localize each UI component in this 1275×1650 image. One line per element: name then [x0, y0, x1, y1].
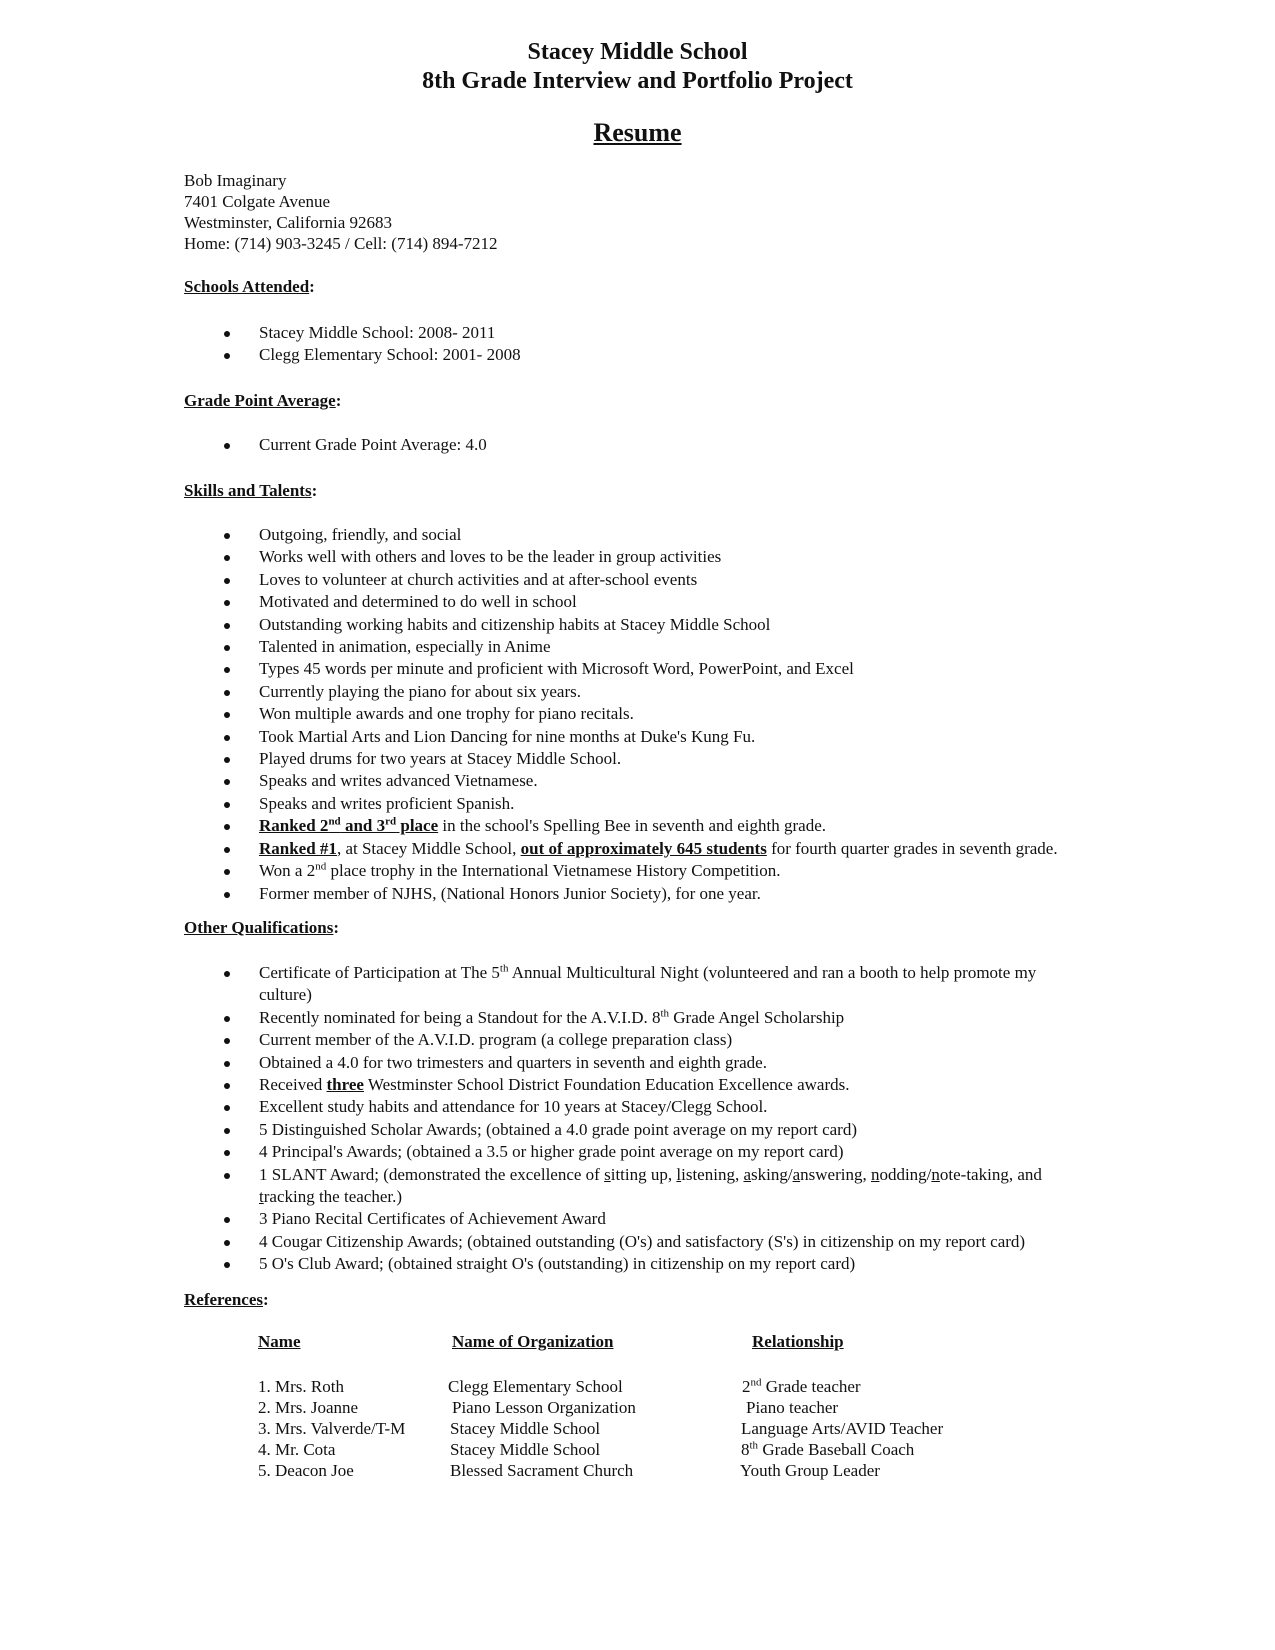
- contact-block: [184, 170, 498, 254]
- section-heading-gpa: Grade Point Average:: [184, 391, 342, 410]
- list-item: 5 Distinguished Scholar Awards; (obtained a 4.0 grade point average on my report card): [224, 1119, 1084, 1141]
- list-item: Outstanding working habits and citizenship habits at Stacey Middle School: [224, 614, 1144, 636]
- list-item: Types 45 words per minute and proficient with Microsoft Word, PowerPoint, and Excel: [224, 658, 1144, 680]
- other-list: [224, 962, 1084, 1276]
- project-title: 8th Grade Interview and Portfolio Project: [422, 68, 853, 94]
- section-heading-skills: Skills and Talents:: [184, 481, 318, 500]
- list-item: Former member of NJHS, (National Honors Junior Society), for one year.: [224, 883, 1144, 905]
- list-item: Works well with others and loves to be the leader in group activities: [224, 546, 1144, 568]
- contact-street: 7401 Colgate Avenue: [184, 192, 331, 211]
- document-title: Resume: [593, 118, 682, 147]
- list-item-slant: 1 SLANT Award; (demonstrated the excellence of sitting up, listening, asking/answering, nodding/note-taking, and tracking the teacher.): [224, 1164, 1084, 1209]
- list-item: Talented in animation, especially in Anime: [224, 636, 1144, 658]
- resume-page: Stacey Middle School 8th Grade Interview and Portfolio Project Resume Bob Imaginary 7401 Colgate Avenue Westminster, California 92683 Home: (714) 903-3245 / Cell: (714) 894-7212 Schools Attended: Stacey Middle School: 2008- 2011 Clegg Elementary School: 2001- 2008 Grade Point Average: Current Grade Point Average: 4.0 Skills and Talents: Outgoing, friendly, and social Works well with others and loves to be the leader in group activities Loves to volunteer at church activities and at after-school events Motivated and determined to do well in school Outstanding working habits and citizenship habits at Stacey Middle School Talented in animation, especially in Anime Types 45 words per minute and proficient with Microsoft Word, PowerPoint, and Excel Currently playing the piano for about six years. Won multiple awards and one trophy for piano recitals. Took Martial Arts and Lion Dancing for nine months at Duke's Kung Fu. Played drums for two years at Stacey Middle School. Speaks and writes advanced Vietnamese. Speaks and writes proficient Spanish. Ranked 2nd and 3rd place in the school's Spelling Bee in seventh and eighth grade. Ranked #1, at Stacey Middle School, out of approximately 645 students for fourth quarter grades in seventh grade. Won a 2nd place trophy in the International Vietnamese History Competition. Former member of NJHS, (National Honors Junior Society), for one year. Other Qualifications: Certificate of Participation at The 5th Annual Multicultural Night (volunteered and ran a booth to help promote my culture) Recently nominated for being a Standout for the A.V.I.D. 8th Grade Angel Scholarship Current member of the A.V.I.D. program (a college preparation class) Obtained a 4.0 for two trimesters and quarters in seventh and eighth grade. Received three Westminster School District Foundation Education Excellence awards. Excellent study habits and attendance for 10 years at Stacey/Clegg School. 5 Distinguished Scholar Awards; (obtained a 4.0 grade point average on my report card) 4 Principal's Awards; (obtained a 3.5 or higher grade point average on my report card) 1 SLANT Award; (demonstrated the excellence of sitting up, listening, asking/answering, nodding/note-taking, and tracking the teacher.) 3 Piano Recital Certificates of Achievement Award 4 Cougar Citizenship Awards; (obtained outstanding (O's) and satisfactory (S's) in citizenship on my report card) 5 O's Club Award; (obtained straight O's (outstanding) in citizenship on my report card) References: Name Name of Organization Relationship 1. Mrs. Roth Clegg Elementary School 2nd Grade teacher 2. Mrs. Joanne Piano Lesson Organization Piano teacher 3. Mrs. Valverde/T-M Stacey Middle School Language Arts/AVID Teacher 4. Mr. Cota Stacey Middle School 8th Grade Baseball Coach 5. Deacon Joe Blessed Sacrament Church Youth Group Leader: [0, 0, 1275, 1650]
- list-item: Stacey Middle School: 2008- 2011: [224, 322, 1144, 344]
- contact-city: Westminster, California 92683: [184, 213, 393, 232]
- list-item: Motivated and determined to do well in school: [224, 591, 1144, 613]
- list-item: 4 Principal's Awards; (obtained a 3.5 or higher grade point average on my report card): [224, 1141, 1084, 1163]
- section-heading-references: References:: [184, 1290, 269, 1309]
- list-item: Loves to volunteer at church activities and at after-school events: [224, 569, 1144, 591]
- contact-phones: Home: (714) 903-3245 / Cell: (714) 894-7212: [184, 234, 498, 253]
- list-item: Obtained a 4.0 for two trimesters and quarters in seventh and eighth grade.: [224, 1052, 1084, 1074]
- section-heading-other: Other Qualifications:: [184, 918, 340, 937]
- contact-name: Bob Imaginary: [184, 171, 287, 190]
- list-item: 3 Piano Recital Certificates of Achievement Award: [224, 1208, 1084, 1230]
- list-item-received: Received three Westminster School District Foundation Education Excellence awards.: [224, 1074, 1084, 1096]
- list-item: Excellent study habits and attendance for 10 years at Stacey/Clegg School.: [224, 1096, 1084, 1118]
- list-item: Speaks and writes proficient Spanish.: [224, 793, 1144, 815]
- gpa-list: [224, 434, 1144, 456]
- list-item: Clegg Elementary School: 2001- 2008: [224, 344, 1144, 366]
- list-item: Outgoing, friendly, and social: [224, 524, 1144, 546]
- list-item: Played drums for two years at Stacey Middle School.: [224, 748, 1144, 770]
- schools-list: [224, 322, 1144, 367]
- list-item: Took Martial Arts and Lion Dancing for nine months at Duke's Kung Fu.: [224, 726, 1144, 748]
- list-item: Currently playing the piano for about six years.: [224, 681, 1144, 703]
- school-name: Stacey Middle School: [527, 39, 748, 65]
- list-item: Current Grade Point Average: 4.0: [224, 434, 1144, 456]
- list-item: 4 Cougar Citizenship Awards; (obtained outstanding (O's) and satisfactory (S's) in citizenship on my report card): [224, 1231, 1084, 1253]
- column-header-name: Name: [258, 1332, 301, 1351]
- column-header-organization: Name of Organization: [452, 1332, 614, 1351]
- section-heading-schools: Schools Attended:: [184, 277, 315, 296]
- list-item: Speaks and writes advanced Vietnamese.: [224, 770, 1144, 792]
- list-item-nominated: Recently nominated for being a Standout for the A.V.I.D. 8th Grade Angel Scholarship: [224, 1007, 1084, 1029]
- list-item-certificate: Certificate of Participation at The 5th Annual Multicultural Night (volunteered and ran a booth to help promote my culture): [224, 962, 1084, 1007]
- list-item: 5 O's Club Award; (obtained straight O's (outstanding) in citizenship on my report card): [224, 1253, 1084, 1275]
- column-header-relationship: Relationship: [752, 1332, 844, 1351]
- list-item: Won multiple awards and one trophy for piano recitals.: [224, 703, 1144, 725]
- list-item-spelling-bee: Ranked 2nd and 3rd place in the school's Spelling Bee in seventh and eighth grade.: [224, 815, 1144, 837]
- list-item-ranked: Ranked #1, at Stacey Middle School, out of approximately 645 students for fourth quarter grades in seventh grade.: [224, 838, 1144, 860]
- list-item-trophy: Won a 2nd place trophy in the International Vietnamese History Competition.: [224, 860, 1144, 882]
- list-item: Current member of the A.V.I.D. program (a college preparation class): [224, 1029, 1084, 1051]
- skills-list: [224, 524, 1144, 905]
